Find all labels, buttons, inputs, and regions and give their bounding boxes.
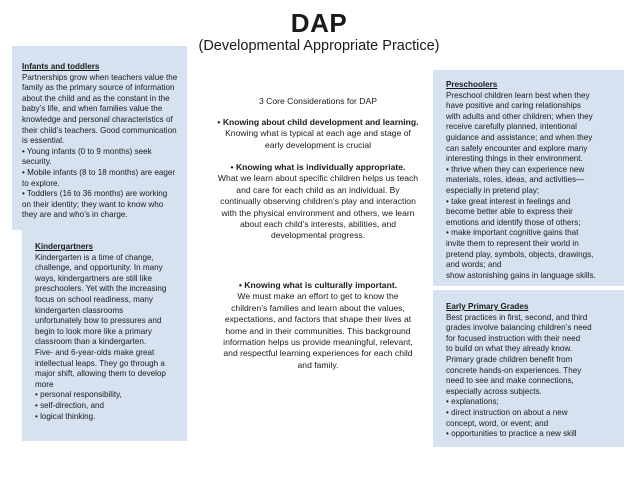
kindergartners-line: • logical thinking.: [35, 411, 96, 421]
kindergartners-line: intellectual leaps. They go through a: [35, 358, 165, 368]
preschoolers-line: especially in pretend play;: [446, 185, 540, 195]
kindergartners-line: more: [35, 379, 54, 389]
kindergartners-line: kindergarten classrooms: [35, 305, 124, 315]
infants-line: • Toddlers (16 to 36 months) are working: [22, 189, 168, 199]
core-item-line: early development is crucial: [264, 139, 372, 150]
infants-line: their child’s teachers. Good communication: [22, 125, 177, 135]
preschoolers-section: [446, 80, 611, 281]
core-item-line: continually observing children’s play and interaction: [220, 196, 416, 207]
preschoolers-line: can safely encounter and explore many: [446, 143, 588, 153]
early-primary-line: Best practices in first, second, and third: [446, 312, 588, 322]
preschoolers-line: and words; and: [446, 260, 502, 270]
early-primary-line: to build on what they already know.: [446, 344, 572, 354]
preschoolers-line: pretend play, symbols, objects, drawings,: [446, 249, 594, 259]
core-item-line: and respectful learning experiences for each child: [223, 348, 413, 359]
kindergartners-line: begin to look more like a primary: [35, 326, 152, 336]
core-item-individually-appropriate: [205, 162, 431, 242]
infants-line: to explore.: [22, 178, 60, 188]
core-considerations-heading: 3 Core Considerations for DAP: [259, 96, 377, 106]
kindergartners-line: classroom than a kindergarten.: [35, 337, 147, 347]
early-primary-line: Primary grade children benefit from: [446, 354, 573, 364]
infants-line: • Mobile infants (8 to 18 months) are eager: [22, 167, 176, 177]
preschoolers-line: show astonishing gains in language skills.: [446, 270, 596, 280]
early-primary-line: concept, word, or event; and: [446, 418, 549, 428]
core-item-line: developmental progress.: [270, 230, 366, 241]
page-title: DAP: [290, 8, 348, 38]
infants-line: Partnerships grow when teachers value the: [22, 72, 178, 82]
early-primary-line: especially across subjects.: [446, 386, 542, 396]
kindergartners-line: Kindergarten is a time of change,: [35, 252, 154, 262]
kindergartners-line: focus on school readiness, many: [35, 294, 153, 304]
preschoolers-line: Preschool children learn best when they: [446, 90, 590, 100]
core-item-line: information helps us provide meaningful, relevant,: [223, 337, 413, 348]
core-item-title: • Knowing what is individually appropriate.: [230, 162, 406, 172]
kindergartners-line: preschoolers. Yet with the increasing: [35, 284, 167, 294]
core-item-line: expectations, and factors that shape their lives at: [224, 314, 412, 325]
preschoolers-line: invite them to represent their world in: [446, 238, 579, 248]
core-item-line: and care for each child as an individual. By: [236, 184, 400, 195]
early-primary-line: • opportunities to practice a new skill: [446, 429, 577, 439]
early-primary-line: • direct instruction on about a new: [446, 407, 568, 417]
kindergartners-line: challenge, and opportunity. In many: [35, 263, 163, 273]
infants-section: [22, 62, 186, 221]
infants-line: family as the primary source of information: [22, 83, 175, 93]
core-item-line: home and in their communities. This background: [225, 325, 411, 336]
early-primary-heading: Early Primary Grades: [446, 302, 529, 311]
core-item-line: We must make an effort to get to know the: [237, 291, 399, 302]
page-subtitle: (Developmental Appropriate Practice): [198, 38, 440, 54]
core-item-line: Knowing what is typical at each age and stage of: [225, 128, 411, 139]
infants-heading: Infants and toddlers: [22, 62, 100, 71]
infants-line: is essential.: [22, 136, 65, 146]
kindergartners-section: [35, 242, 178, 422]
kindergartners-line: unfortunately bow to pressures and: [35, 316, 162, 326]
core-item-line: children’s families and learn about the values,: [231, 302, 405, 313]
preschoolers-line: guidance and assistance; and when they: [446, 132, 593, 142]
preschoolers-line: • make important cognitive gains that: [446, 228, 579, 238]
kindergartners-line: major shift, allowing them to develop: [35, 369, 166, 379]
core-item-line: with the physical environment and others, we learn: [221, 207, 415, 218]
early-primary-line: concrete hands-on experiences. They: [446, 365, 582, 375]
preschoolers-line: with adults and other children; when they: [446, 111, 593, 121]
infants-line: • Young infants (0 to 9 months) seek: [22, 146, 152, 156]
infants-line: on their identity; they want to know who: [22, 199, 164, 209]
early-primary-line: need to see and make connections,: [446, 376, 574, 386]
infants-line: baby’s life, and when families value the: [22, 104, 163, 114]
preschoolers-line: become better able to express their: [446, 207, 573, 217]
preschoolers-line: • thrive when they can experience new: [446, 164, 585, 174]
preschoolers-line: emotions and identify those of others;: [446, 217, 581, 227]
core-item-line: about each child’s interests, abilities, and: [239, 219, 397, 230]
infants-line: security.: [22, 157, 52, 167]
preschoolers-line: receive carefully planned, intentional: [446, 122, 577, 132]
core-item-line: What we learn about specific children helps us teach: [217, 173, 419, 184]
preschoolers-line: • take great interest in feelings and: [446, 196, 571, 206]
preschoolers-heading: Preschoolers: [446, 80, 498, 89]
preschoolers-line: have positive and caring relationships: [446, 101, 581, 111]
early-primary-section: [446, 302, 611, 440]
infants-line: about the child and as the constant in the: [22, 93, 170, 103]
core-item-title: • Knowing what is culturally important.: [238, 280, 398, 290]
early-primary-line: for focused instruction with their need: [446, 333, 581, 343]
preschoolers-line: interesting things in their environment.: [446, 154, 583, 164]
core-item-child-development: [205, 117, 431, 151]
preschoolers-line: materials, roles, ideas, and activities—: [446, 175, 585, 185]
infants-line: they are and who’s in charge.: [22, 210, 128, 220]
infants-line: knowledge and personal characteristics of: [22, 114, 173, 124]
kindergartners-line: • personal responsibility,: [35, 390, 122, 400]
kindergartners-line: ways, kindergartners are still like: [35, 273, 152, 283]
core-item-culturally-important: [205, 280, 431, 371]
core-item-title: • Knowing about child development and learning.: [217, 117, 419, 127]
core-item-line: and family.: [297, 359, 339, 370]
kindergartners-line: • self-direction, and: [35, 400, 104, 410]
kindergartners-line: Five- and 6-year-olds make great: [35, 347, 155, 357]
kindergartners-heading: Kindergartners: [35, 242, 94, 251]
early-primary-line: • explanations;: [446, 397, 499, 407]
early-primary-line: grades involve balancing children’s need: [446, 323, 592, 333]
